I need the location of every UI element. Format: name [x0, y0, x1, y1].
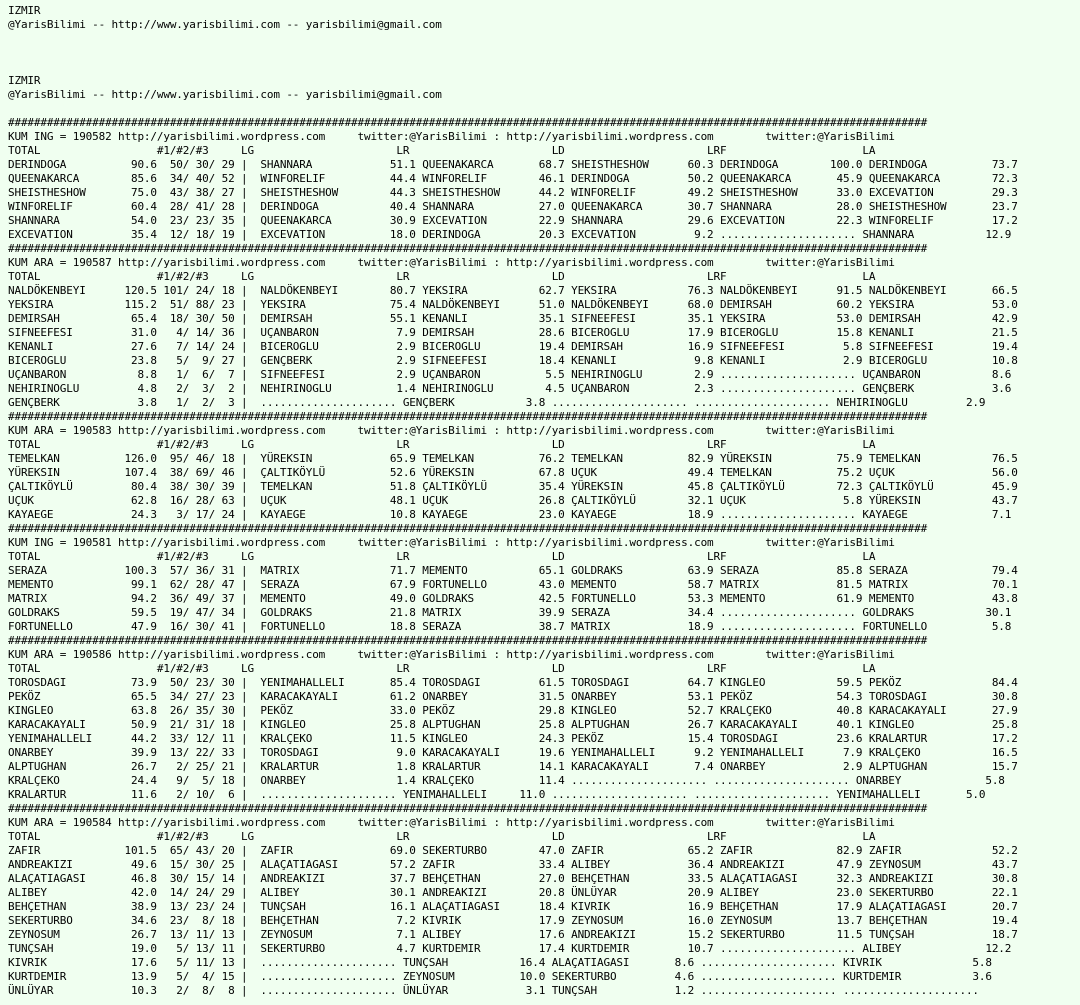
- table-row: SEKERTURBO 34.6 23/ 8/ 18 | BEHÇETHAN 7.2 KIVRIK 17.9 ZEYNOSUM 16.0 ZEYNOSUM 13.7 BEHÇETHAN 19.4: [8, 914, 1018, 927]
- table-row: BEHÇETHAN 38.9 13/ 23/ 24 | TUNÇSAH 16.1 ALAÇATIAGASI 18.4 KIVRIK 16.9 BEHÇETHAN 17.9 ALAÇATIAGASI 20.7: [8, 900, 1018, 913]
- table-row: QUEENAKARCA 85.6 34/ 40/ 52 | WINFORELIF 44.4 WINFORELIF 46.1 DERINDOGA 50.2 QUEENAKARCA 45.9 QUEENAKARCA 72.3: [8, 172, 1018, 185]
- separator-line: ##############################################################################################################################################: [8, 242, 928, 255]
- table-row: KRALARTUR 11.6 2/ 10/ 6 | ..................... YENIMAHALLELI 11.0 ..................... ..................... YENIMAHALLELI 5.0: [8, 788, 986, 801]
- table-row: ZEYNOSUM 26.7 13/ 11/ 13 | ZEYNOSUM 7.1 ALIBEY 17.6 ANDREAKIZI 15.2 SEKERTURBO 11.5 TUNÇSAH 18.7: [8, 928, 1018, 941]
- table-row: DERINDOGA 90.6 50/ 30/ 29 | SHANNARA 51.1 QUEENAKARCA 68.7 SHEISTHESHOW 60.3 DERINDOGA 100.0 DERINDOGA 73.7: [8, 158, 1018, 171]
- contact-line: @YarisBilimi -- http://www.yarisbilimi.com -- yarisbilimi@gmail.com: [8, 18, 442, 31]
- table-row: BICEROGLU 23.8 5/ 9/ 27 | GENÇBERK 2.9 SIFNEEFESI 18.4 KENANLI 9.8 KENANLI 2.9 BICEROGLU 10.8: [8, 354, 1018, 367]
- table-row: ÜNLÜYAR 10.3 2/ 8/ 8 | ..................... ÜNLÜYAR 3.1 TUNÇSAH 1.2 ..................... .....................: [8, 984, 979, 997]
- table-row: SERAZA 100.3 57/ 36/ 31 | MATRIX 71.7 MEMENTO 65.1 GOLDRAKS 63.9 SERAZA 85.8 SERAZA 79.4: [8, 564, 1018, 577]
- table-row: KINGLEO 63.8 26/ 35/ 30 | PEKÖZ 33.0 PEKÖZ 29.8 KINGLEO 52.7 KRALÇEKO 40.8 KARACAKAYALI 27.9: [8, 704, 1018, 717]
- separator-line: ##############################################################################################################################################: [8, 522, 928, 535]
- table-row: ONARBEY 39.9 13/ 22/ 33 | TOROSDAGI 9.0 KARACAKAYALI 19.6 YENIMAHALLELI 9.2 YENIMAHALLELI 7.9 KRALÇEKO 16.5: [8, 746, 1018, 759]
- column-header: TOTAL #1/#2/#3 LG LR LD LRF LA: [8, 830, 876, 843]
- table-row: KAYAEGE 24.3 3/ 17/ 24 | KAYAEGE 10.8 KAYAEGE 23.0 KAYAEGE 18.9 ..................... KAYAEGE 7.1: [8, 508, 1012, 521]
- table-row: KENANLI 27.6 7/ 14/ 24 | BICEROGLU 2.9 BICEROGLU 19.4 DEMIRSAH 16.9 SIFNEEFESI 5.8 SIFNEEFESI 19.4: [8, 340, 1018, 353]
- table-row: NEHIRINOGLU 4.8 2/ 3/ 2 | NEHIRINOGLU 1.4 NEHIRINOGLU 4.5 UÇANBARON 2.3 ..................... GENÇBERK 3.6: [8, 382, 1012, 395]
- separator-line: ##############################################################################################################################################: [8, 116, 928, 129]
- table-row: ALAÇATIAGASI 46.8 30/ 15/ 14 | ANDREAKIZI 37.7 BEHÇETHAN 27.0 BEHÇETHAN 33.5 ALAÇATIAGASI 32.3 ANDREAKIZI 30.8: [8, 872, 1018, 885]
- separator-line: ##############################################################################################################################################: [8, 634, 928, 647]
- table-row: GENÇBERK 3.8 1/ 2/ 3 | ..................... GENÇBERK 3.8 ..................... ..................... NEHIRINOGLU 2.9: [8, 396, 986, 409]
- table-row: YEKSIRA 115.2 51/ 88/ 23 | YEKSIRA 75.4 NALDÖKENBEYI 51.0 NALDÖKENBEYI 68.0 DEMIRSAH 60.2 YEKSIRA 53.0: [8, 298, 1018, 311]
- column-header: TOTAL #1/#2/#3 LG LR LD LRF LA: [8, 438, 876, 451]
- table-row: ÇALTIKÖYLÜ 80.4 38/ 30/ 39 | TEMELKAN 51.8 ÇALTIKÖYLÜ 35.4 YÜREKSIN 45.8 ÇALTIKÖYLÜ 72.3 ÇALTIKÖYLÜ 45.9: [8, 480, 1018, 493]
- contact-line: @YarisBilimi -- http://www.yarisbilimi.com -- yarisbilimi@gmail.com: [8, 88, 442, 101]
- table-row: ANDREAKIZI 49.6 15/ 30/ 25 | ALAÇATIAGASI 57.2 ZAFIR 33.4 ALIBEY 36.4 ANDREAKIZI 47.9 ZEYNOSUM 43.7: [8, 858, 1018, 871]
- city-title: IZMIR: [8, 4, 41, 17]
- race-heading: KUM ARA = 190587 http://yarisbilimi.wordpress.com twitter:@YarisBilimi : http://yarisbilimi.wordpress.com twitter:@YarisBilimi: [8, 256, 895, 269]
- race-heading: KUM ARA = 190586 http://yarisbilimi.wordpress.com twitter:@YarisBilimi : http://yarisbilimi.wordpress.com twitter:@YarisBilimi: [8, 648, 895, 661]
- table-row: UÇUK 62.8 16/ 28/ 63 | UÇUK 48.1 UÇUK 26.8 ÇALTIKÖYLÜ 32.1 UÇUK 5.8 YÜREKSIN 43.7: [8, 494, 1018, 507]
- table-row: TEMELKAN 126.0 95/ 46/ 18 | YÜREKSIN 65.9 TEMELKAN 76.2 TEMELKAN 82.9 YÜREKSIN 75.9 TEMELKAN 76.5: [8, 452, 1018, 465]
- table-row: NALDÖKENBEYI 120.5 101/ 24/ 18 | NALDÖKENBEYI 80.7 YEKSIRA 62.7 YEKSIRA 76.3 NALDÖKENBEYI 91.5 NALDÖKENBEYI 66.5: [8, 284, 1018, 297]
- race-heading: KUM ING = 190581 http://yarisbilimi.wordpress.com twitter:@YarisBilimi : http://yarisbilimi.wordpress.com twitter:@YarisBilimi: [8, 536, 895, 549]
- race-heading: KUM ARA = 190584 http://yarisbilimi.wordpress.com twitter:@YarisBilimi : http://yarisbilimi.wordpress.com twitter:@YarisBilimi: [8, 816, 895, 829]
- table-row: ALIBEY 42.0 14/ 24/ 29 | ALIBEY 30.1 ANDREAKIZI 20.8 ÜNLÜYAR 20.9 ALIBEY 23.0 SEKERTURBO 22.1: [8, 886, 1018, 899]
- table-row: TUNÇSAH 19.0 5/ 13/ 11 | SEKERTURBO 4.7 KURTDEMIR 17.4 KURTDEMIR 10.7 ..................... ALIBEY 12.2: [8, 942, 1012, 955]
- table-row: KRALÇEKO 24.4 9/ 5/ 18 | ONARBEY 1.4 KRALÇEKO 11.4 ..................... ..................... ONARBEY 5.8: [8, 774, 1005, 787]
- table-row: SHANNARA 54.0 23/ 23/ 35 | QUEENAKARCA 30.9 EXCEVATION 22.9 SHANNARA 29.6 EXCEVATION 22.3 WINFORELIF 17.2: [8, 214, 1018, 227]
- table-row: YÜREKSIN 107.4 38/ 69/ 46 | ÇALTIKÖYLÜ 52.6 YÜREKSIN 67.8 UÇUK 49.4 TEMELKAN 75.2 UÇUK 56.0: [8, 466, 1018, 479]
- table-row: ALPTUGHAN 26.7 2/ 25/ 21 | KRALARTUR 1.8 KRALARTUR 14.1 KARACAKAYALI 7.4 ONARBEY 2.9 ALPTUGHAN 15.7: [8, 760, 1018, 773]
- table-row: UÇANBARON 8.8 1/ 6/ 7 | SIFNEEFESI 2.9 UÇANBARON 5.5 NEHIRINOGLU 2.9 ..................... UÇANBARON 8.6: [8, 368, 1012, 381]
- table-row: DEMIRSAH 65.4 18/ 30/ 50 | DEMIRSAH 55.1 KENANLI 35.1 SIFNEEFESI 35.1 YEKSIRA 53.0 DEMIRSAH 42.9: [8, 312, 1018, 325]
- column-header: TOTAL #1/#2/#3 LG LR LD LRF LA: [8, 550, 876, 563]
- table-row: SIFNEEFESI 31.0 4/ 14/ 36 | UÇANBARON 7.9 DEMIRSAH 28.6 BICEROGLU 17.9 BICEROGLU 15.8 KENANLI 21.5: [8, 326, 1018, 339]
- table-row: SHEISTHESHOW 75.0 43/ 38/ 27 | SHEISTHESHOW 44.3 SHEISTHESHOW 44.2 WINFORELIF 49.2 SHEISTHESHOW 33.0 EXCEVATION 29.3: [8, 186, 1018, 199]
- table-row: WINFORELIF 60.4 28/ 41/ 28 | DERINDOGA 40.4 SHANNARA 27.0 QUEENAKARCA 30.7 SHANNARA 28.0 SHEISTHESHOW 23.7: [8, 200, 1018, 213]
- table-row: KIVRIK 17.6 5/ 11/ 13 | ..................... TUNÇSAH 16.4 ALAÇATIAGASI 8.6 ..................... KIVRIK 5.8: [8, 956, 992, 969]
- city-title: IZMIR: [8, 74, 41, 87]
- table-row: MEMENTO 99.1 62/ 28/ 47 | SERAZA 67.9 FORTUNELLO 43.0 MEMENTO 58.7 MATRIX 81.5 MATRIX 70.1: [8, 578, 1018, 591]
- table-row: KURTDEMIR 13.9 5/ 4/ 15 | ..................... ZEYNOSUM 10.0 SEKERTURBO 4.6 ..................... KURTDEMIR 3.6: [8, 970, 992, 983]
- column-header: TOTAL #1/#2/#3 LG LR LD LRF LA: [8, 662, 876, 675]
- table-row: PEKÖZ 65.5 34/ 27/ 23 | KARACAKAYALI 61.2 ONARBEY 31.5 ONARBEY 53.1 PEKÖZ 54.3 TOROSDAGI 30.8: [8, 690, 1018, 703]
- table-row: EXCEVATION 35.4 12/ 18/ 19 | EXCEVATION 18.0 DERINDOGA 20.3 EXCEVATION 9.2 ..................... SHANNARA 12.9: [8, 228, 1012, 241]
- column-header: TOTAL #1/#2/#3 LG LR LD LRF LA: [8, 270, 876, 283]
- table-row: YENIMAHALLELI 44.2 33/ 12/ 11 | KRALÇEKO 11.5 KINGLEO 24.3 PEKÖZ 15.4 TOROSDAGI 23.6 KRALARTUR 17.2: [8, 732, 1018, 745]
- separator-line: ##############################################################################################################################################: [8, 410, 928, 423]
- column-header: TOTAL #1/#2/#3 LG LR LD LRF LA: [8, 144, 876, 157]
- race-heading: KUM ARA = 190583 http://yarisbilimi.wordpress.com twitter:@YarisBilimi : http://yarisbilimi.wordpress.com twitter:@YarisBilimi: [8, 424, 895, 437]
- table-row: FORTUNELLO 47.9 16/ 30/ 41 | FORTUNELLO 18.8 SERAZA 38.7 MATRIX 18.9 ..................... FORTUNELLO 5.8: [8, 620, 1012, 633]
- table-row: TOROSDAGI 73.9 50/ 23/ 30 | YENIMAHALLELI 85.4 TOROSDAGI 61.5 TOROSDAGI 64.7 KINGLEO 59.5 PEKÖZ 84.4: [8, 676, 1018, 689]
- race-blocks: [8, 116, 1018, 997]
- table-row: KARACAKAYALI 50.9 21/ 31/ 18 | KINGLEO 25.8 ALPTUGHAN 25.8 ALPTUGHAN 26.7 KARACAKAYALI 40.1 KINGLEO 25.8: [8, 718, 1018, 731]
- race-heading: KUM ING = 190582 http://yarisbilimi.wordpress.com twitter:@YarisBilimi : http://yarisbilimi.wordpress.com twitter:@YarisBilimi: [8, 130, 895, 143]
- table-row: MATRIX 94.2 36/ 49/ 37 | MEMENTO 49.0 GOLDRAKS 42.5 FORTUNELLO 53.3 MEMENTO 61.9 MEMENTO 43.8: [8, 592, 1018, 605]
- separator-line: ##############################################################################################################################################: [8, 802, 928, 815]
- table-row: ZAFIR 101.5 65/ 43/ 20 | ZAFIR 69.0 SEKERTURBO 47.0 ZAFIR 65.2 ZAFIR 82.9 ZAFIR 52.2: [8, 844, 1018, 857]
- table-row: GOLDRAKS 59.5 19/ 47/ 34 | GOLDRAKS 21.8 MATRIX 39.9 SERAZA 34.4 ..................... GOLDRAKS 30.1: [8, 606, 1012, 619]
